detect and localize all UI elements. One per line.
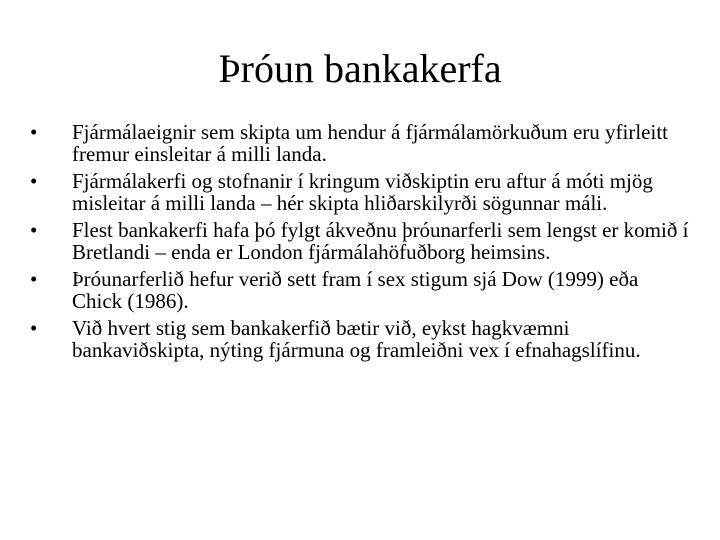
bullet-item: [30, 170, 690, 214]
bullet-dot-icon: •: [30, 169, 38, 193]
bullet-item: [30, 121, 690, 165]
bullet-text: Flest bankakerfi hafa þó fylgt ákveðnu þróunarferli sem lengst er komið í Bretlandi – enda er London fjármálahöfuðborg heimsins.: [72, 218, 689, 264]
bullet-list: [30, 121, 690, 366]
slide-title: Þróun bankakerfa: [218, 46, 502, 91]
bullet-dot-icon: •: [30, 267, 38, 291]
bullet-text: Fjármálaeignir sem skipta um hendur á fjármálamörkuðum eru yfirleitt fremur einsleitar á milli landa.: [72, 120, 668, 166]
bullet-item: [30, 268, 690, 312]
bullet-text: Við hvert stig sem bankakerfið bætir við, eykst hagkvæmni bankaviðskipta, nýting fjármuna og framleiðni vex í efnahagslífinu.: [72, 316, 641, 362]
bullet-dot-icon: •: [30, 120, 38, 144]
bullet-text: Fjármálakerfi og stofnanir í kringum viðskiptin eru aftur á móti mjög misleitar á milli landa – hér skipta hliðarskilyrði sögunnar máli.: [72, 169, 653, 215]
bullet-dot-icon: •: [30, 218, 38, 242]
bullet-item: [30, 317, 690, 361]
bullet-text: Þróunarferlið hefur verið sett fram í sex stigum sjá Dow (1999) eða Chick (1986).: [72, 267, 639, 313]
bullet-dot-icon: •: [30, 316, 38, 340]
bullet-item: [30, 219, 690, 263]
